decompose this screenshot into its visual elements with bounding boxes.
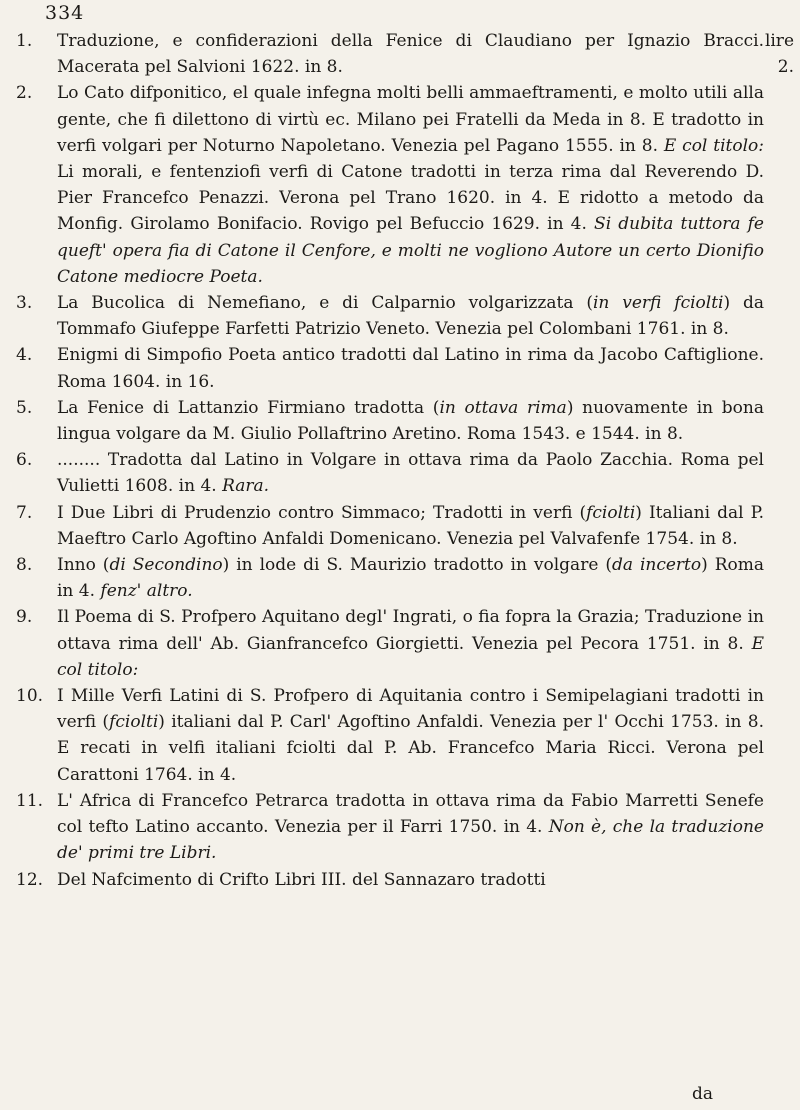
entry-text-part: L' Africa di Francefco Petrarca tradotta in ottava rima da Fabio Marretti Senefe col tefto Latino accanto. Venezia per il Farri 1750. in 4. xyxy=(57,790,764,838)
entry-italic: in ottava rima xyxy=(439,397,567,418)
entry-text xyxy=(57,788,764,867)
entry-text-part: I Mille Verfi Latini di S. Profpero di Aquitania contro i Semipelagiani tradotti in verfi ( xyxy=(57,686,764,733)
entry-text xyxy=(57,552,764,604)
entry-italic: E col titolo: xyxy=(57,633,764,680)
entry-italic: di Secondino xyxy=(109,555,223,576)
entry-number: 4. xyxy=(16,345,33,366)
entry-italic: fciolti xyxy=(586,502,636,523)
entry-italic: da incerto xyxy=(611,555,702,576)
list-item xyxy=(16,552,800,604)
entry-text-part: ) da Tommafo Giufeppe Farfetti Patrizio Veneto. Venezia pel Colombani 1761. in 8. xyxy=(57,293,765,340)
list-item xyxy=(16,447,800,499)
entry-text-part: Enigmi di Simpofio Poeta antico tradotti dal Latino in rima da Jacobo Caftiglione. Roma 1604. in 16. xyxy=(57,345,764,392)
list-item xyxy=(16,683,800,788)
price-value: 2. xyxy=(777,57,794,77)
list-item xyxy=(16,500,800,552)
entry-text-part: ) italiani dal P. Carl' Agoftino Anfaldi. Venezia per l' Occhi 1753. in 8. E recati in velfi italiani fciolti dal P. Ab. Francefco Maria Ricci. Verona pel Carattoni 1764. in 4. xyxy=(57,712,765,785)
entry-italic: fciolti xyxy=(109,712,159,733)
entry-text-part: ........ Tradotta dal Latino in Volgare in ottava rima da Paolo Zacchia. Roma pel Vulietti 1608. in 4. xyxy=(57,450,764,497)
entry-text xyxy=(57,395,764,447)
entry-number: 5. xyxy=(16,397,33,418)
entry-number: 7. xyxy=(16,502,33,523)
entry-text xyxy=(57,500,764,552)
list-item xyxy=(16,290,800,342)
list-item xyxy=(16,342,800,394)
list-item xyxy=(16,604,800,683)
entry-text-part: ) Italiani dal P. Maeftro Carlo Agoftino Anfaldi Domenicano. Venezia pel Valvafenfe 1754. in 8. xyxy=(57,502,764,549)
entry-text xyxy=(57,342,764,394)
entry-number: 8. xyxy=(16,555,33,576)
list-item xyxy=(16,28,800,80)
entry-number: 2. xyxy=(16,83,33,104)
entry-text-part: ) Roma in 4. xyxy=(57,555,765,602)
entry-text-part: Il Poema di S. Profpero Aquitano degl' Ingrati, o fia fopra la Grazia; Traduzione in ottava rima dell' Ab. Gianfrancefco Giorgietti. Venezia pel Pecora 1751. in 8. xyxy=(57,607,764,654)
page-number: 334 xyxy=(45,2,85,24)
entry-text xyxy=(57,447,764,499)
entry-number: 3. xyxy=(16,293,33,314)
entry-text-part: I Due Libri di Prudenzio contro Simmaco; Tradotti in verfi ( xyxy=(57,502,587,523)
entry-text-part: Li morali, e fentenziofi verfi di Catone tradotti in terza rima dal Reverendo D. Pier Francefco Penazzi. Verona pel Trano 1620. in 4. E ridotto a metodo da Monfig. Girolamo Bonifacio. Rovigo pel Befuccio 1629. in 4. xyxy=(57,162,764,235)
entry-text xyxy=(57,604,764,683)
entry-text xyxy=(57,683,764,788)
price-unit: lire xyxy=(764,31,794,51)
entry-text-part: ) nuovamente in bona lingua volgare da M. Giulio Pollaftrino Aretino. Roma 1543. e 1544. in 8. xyxy=(57,397,764,445)
entry-text-part: Lo Cato difponitico, el quale infegna molti belli ammaeftramenti, e molto utili alla gente, che fi dilettono di virtù ec. Milano pei Fratelli da Meda in 8. E tradotto in verfi volgari per Noturno Napoletano. Venezia pel Pagano 1555. in 8. xyxy=(57,83,764,156)
entry-italic: fenz' altro. xyxy=(100,581,193,602)
entry-text xyxy=(57,80,764,290)
entry-text-part: ) in lode di S. Maurizio tradotto in volgare ( xyxy=(222,555,612,576)
entry-text-part: La Bucolica di Nemefiano, e di Calparnio volgarizzata ( xyxy=(57,293,593,314)
entry-number: 11. xyxy=(16,790,44,811)
entry-italic: E col titolo: xyxy=(663,135,764,156)
entry-text-part: Del Nafcimento di Crifto Libri III. del Sannazaro tradotti xyxy=(57,869,546,890)
entry-text xyxy=(57,290,764,342)
entry-number: 6. xyxy=(16,450,33,471)
catchword: da xyxy=(692,1084,714,1104)
entry-text-part: Inno ( xyxy=(57,555,110,576)
entry-italic: Rara. xyxy=(222,476,270,497)
entry-text xyxy=(57,867,764,893)
entry-number: 1. xyxy=(16,31,33,51)
entry-text-part: Traduzione, e confiderazioni della Fenice di Claudiano per Ignazio Bracci. Macerata pel Salvioni 1622. in 8. xyxy=(57,31,764,78)
entry-number: 12. xyxy=(16,869,44,890)
entry-italic: Non è, che la traduzione de' primi tre Libri. xyxy=(57,817,764,864)
entry-number: 9. xyxy=(16,607,33,628)
entry-italic: in verfi fciolti xyxy=(592,293,724,314)
entry-list xyxy=(16,28,800,893)
entry-number: 10. xyxy=(16,686,44,707)
entry-italic: Si dubita tuttora fe queft' opera fia di Catone il Cenfore, e molti ne vogliono Autore un certo Dionifio Catone mediocre Poeta. xyxy=(57,214,764,287)
list-item xyxy=(16,867,800,893)
list-item xyxy=(16,80,800,290)
list-item xyxy=(16,395,800,447)
list-item xyxy=(16,788,800,867)
entry-text xyxy=(57,28,764,80)
entry-text-part: La Fenice di Lattanzio Firmiano tradotta ( xyxy=(57,397,440,418)
